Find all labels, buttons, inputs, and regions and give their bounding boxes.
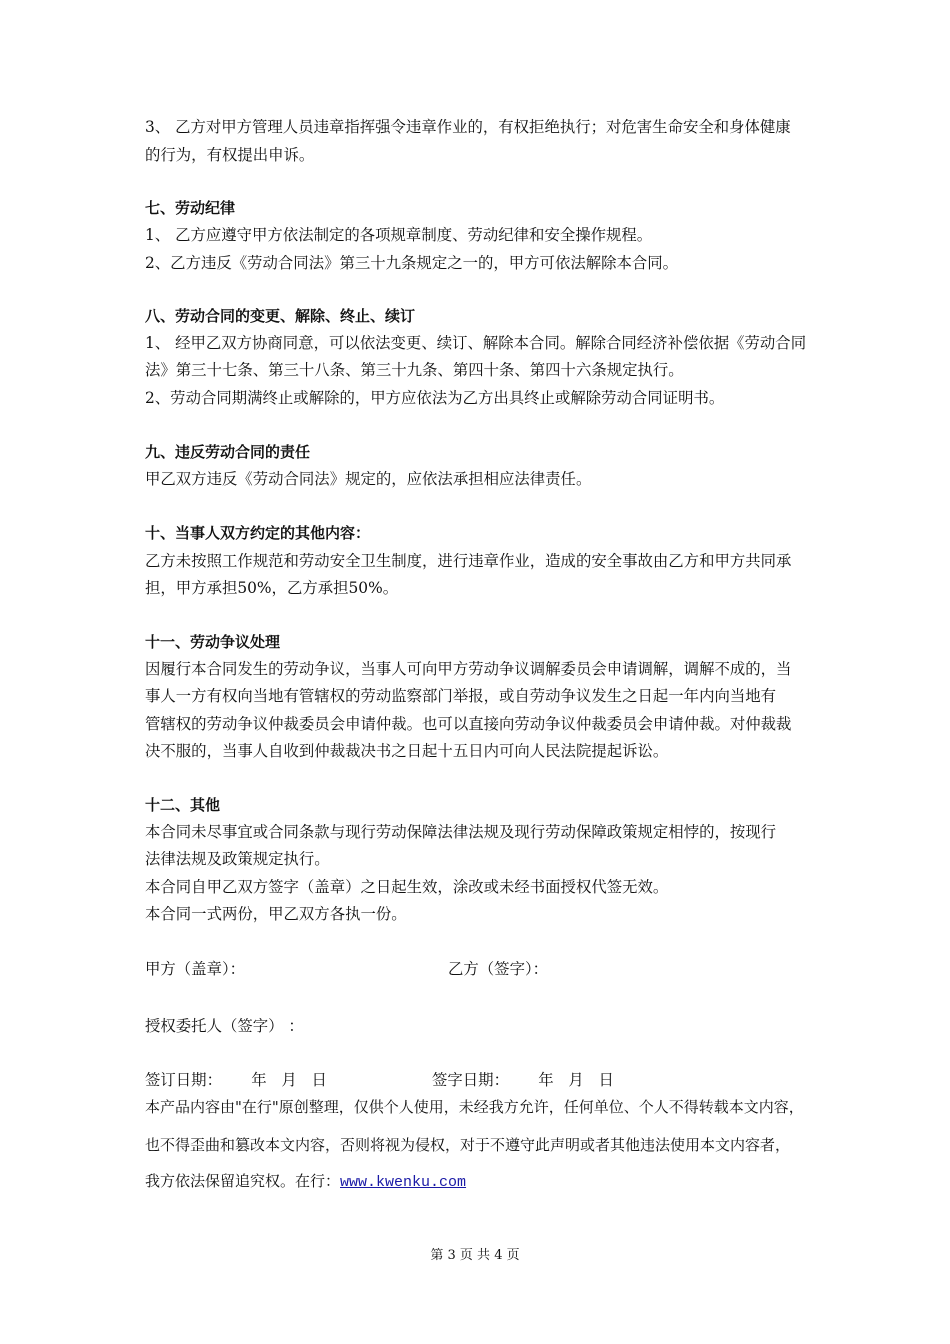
section-8-heading: 八、劳动合同的变更、解除、终止、续订 (145, 307, 416, 325)
authorized-agent-signature: 授权委托人（签字） ： (145, 1017, 304, 1035)
section-9-heading: 九、违反劳动合同的责任 (145, 443, 311, 461)
party-a-seal: 甲方（盖章）： (145, 960, 246, 978)
clause-8-2: 2、劳动合同期满终止或解除的，甲方应依法为乙方出具终止或解除劳动合同证明书。 (145, 389, 725, 407)
clause-8-1-cont: 法》第三十七条、第三十八条、第三十九条、第四十条、第四十六条规定执行。 (145, 361, 684, 379)
section-12-heading: 十二、其他 (145, 796, 221, 814)
website-link[interactable]: www.kwenku.com (340, 1174, 467, 1191)
clause-10: 乙方未按照工作规范和劳动安全卫生制度，进行违章作业，造成的安全事故由乙方和甲方共同承 (145, 552, 792, 570)
clause-12-1-cont: 法律法规及政策规定执行。 (145, 850, 330, 868)
signing-date-a: 签订日期： 年 月 日 (145, 1071, 327, 1089)
clause-11: 因履行本合同发生的劳动争议，当事人可向甲方劳动争议调解委员会申请调解，调解不成的，当 (145, 660, 792, 678)
section-11-heading: 十一、劳动争议处理 (145, 633, 281, 651)
clause-11-cont: 事人一方有权向当地有管辖权的劳动监察部门举报，或自劳动争议发生之日起一年内向当地有 (145, 687, 777, 705)
copyright-notice-text: 我方依法保留追究权。在行： (145, 1172, 341, 1190)
clause-7-2: 2、乙方违反《劳动合同法》第三十九条规定之一的，甲方可依法解除本合同。 (145, 254, 679, 272)
copyright-notice: 本产品内容由"在行"原创整理，仅供个人使用，未经我方允许，任何单位、个人不得转载本文内容， (145, 1098, 804, 1116)
clause-11-cont: 决不服的，当事人自收到仲裁裁决书之日起十五日内可向人民法院提起诉讼。 (145, 742, 669, 760)
copyright-notice-cont: 也不得歪曲和篡改本文内容，否则将视为侵权，对于不遵守此声明或者其他违法使用本文内容者， (145, 1136, 791, 1154)
clause-12-2: 本合同自甲乙双方签字（盖章）之日起生效，涂改或未经书面授权代签无效。 (145, 878, 669, 896)
clause-11-cont: 管辖权的劳动争议仲裁委员会申请仲裁。也可以直接向劳动争议仲裁委员会申请仲裁。对仲裁裁 (145, 715, 792, 733)
party-b-signature: 乙方（签字）： (448, 960, 549, 978)
copyright-notice-cont (145, 1171, 466, 1193)
clause-12-3: 本合同一式两份，甲乙双方各执一份。 (145, 905, 407, 923)
section-10-heading: 十、当事人双方约定的其他内容： (145, 524, 371, 542)
signing-date-b: 签字日期： 年 月 日 (432, 1071, 614, 1089)
clause-7-1: 1、 乙方应遵守甲方依法制定的各项规章制度、劳动纪律和安全操作规程。 (145, 226, 653, 244)
clause-9: 甲乙双方违反《劳动合同法》规定的，应依法承担相应法律责任。 (145, 470, 592, 488)
clause-6-3: 3、 乙方对甲方管理人员违章指挥强令违章作业的，有权拒绝执行；对危害生命安全和身体健康 (145, 118, 791, 136)
section-7-heading: 七、劳动纪律 (145, 199, 236, 217)
clause-10-cont: 担，甲方承担50%，乙方承担50%。 (145, 579, 399, 597)
clause-12-1: 本合同未尽事宜或合同条款与现行劳动保障法律法规及现行劳动保障政策规定相悖的，按现行 (145, 823, 777, 841)
clause-6-3-cont: 的行为，有权提出申诉。 (145, 146, 315, 164)
page-number: 第 3 页 共 4 页 (430, 1248, 520, 1263)
clause-8-1: 1、 经甲乙双方协商同意，可以依法变更、续订、解除本合同。解除合同经济补偿依据《劳动合同 (145, 334, 807, 352)
